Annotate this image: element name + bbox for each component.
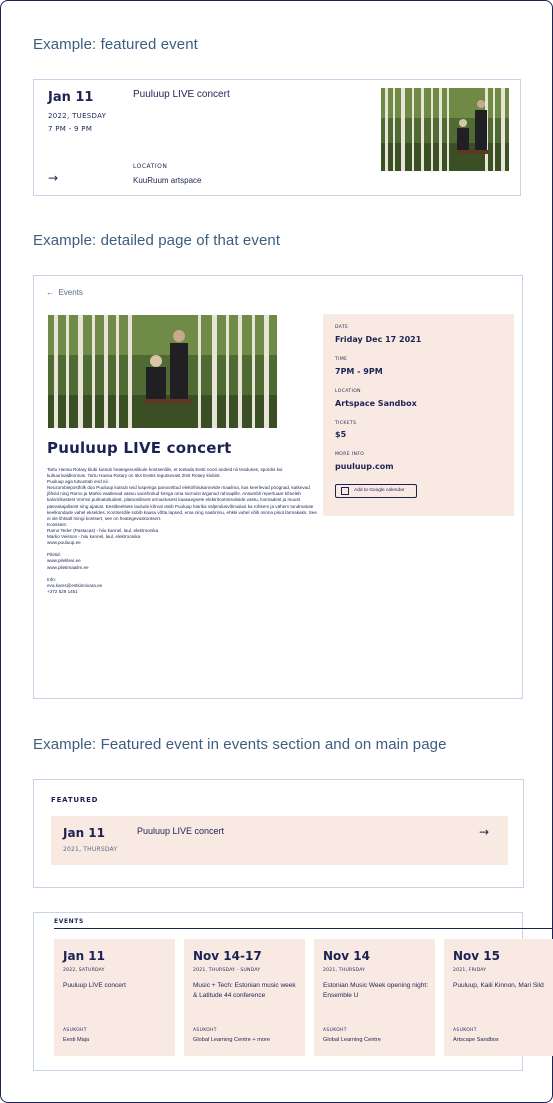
event-location: Artscape Sandbox xyxy=(453,1037,499,1043)
event-card[interactable] xyxy=(184,939,305,1056)
date-value: Friday Dec 17 2021 xyxy=(335,335,422,344)
arrow-right-icon[interactable]: → xyxy=(479,825,490,839)
event-title: Puuluup, Kaili Kinnon, Mari Sild xyxy=(453,982,544,989)
featured-heading: FEATURED xyxy=(51,796,99,804)
section-title-featured-section: Example: Featured event in events section and on main page xyxy=(33,736,447,753)
detail-event-photo xyxy=(48,315,277,428)
event-date: Nov 14 xyxy=(323,949,370,963)
event-title[interactable]: Puuluup LIVE concert xyxy=(133,89,230,100)
event-location: Eesti Maja xyxy=(63,1037,90,1043)
section-title-featured-event: Example: featured event xyxy=(33,36,198,53)
event-date: Jan 11 xyxy=(63,949,105,963)
event-title: Music + Tech: Estonian music week & Latitude 44 conference xyxy=(193,982,296,999)
body-paragraph: Tartu Hansa Rotary klubi kutsub heategevuslikule kontserdile, et toetada Eesti noori andeid nii teaduses, spordis kui kultuurivaldkonnas. Tartu Hansa Rotary on üks Eestis tegutsevast 20st Rotary klubist. xyxy=(47,467,283,479)
events-section xyxy=(33,912,544,1071)
event-location: Global Learning Centre + more xyxy=(193,1037,270,1043)
tickets-label: TICKETS xyxy=(335,421,357,426)
event-year-day: 2022, SATURDAY xyxy=(63,968,105,973)
back-link[interactable] xyxy=(46,288,83,297)
body-paragraph: Marko Veisson - hiiu kannel, laul, elektroonika xyxy=(47,534,141,540)
arrow-right-icon[interactable]: → xyxy=(48,171,59,185)
body-paragraph: Piletid: xyxy=(47,552,61,558)
add-to-calendar-label: Add to Google calendar xyxy=(354,488,405,493)
time-label: TIME xyxy=(335,357,348,362)
event-title: Puuluup LIVE concert xyxy=(137,826,225,836)
body-paragraph: Ramo Teder (Pastacas) - hiiu kannel, laul, elektroonika xyxy=(47,527,159,533)
add-to-calendar-button[interactable] xyxy=(335,484,417,498)
location-label: ASUKOHT xyxy=(323,1028,347,1033)
detail-title: Puuluup LIVE concert xyxy=(47,439,232,457)
events-heading: EVENTS xyxy=(54,918,84,925)
event-location: KuuRuum artspace xyxy=(133,176,202,185)
body-phone: +372 529 1451 xyxy=(47,588,78,594)
featured-section xyxy=(33,779,524,888)
event-year-day: 2021, FRIDAY xyxy=(453,968,487,973)
more-info-link[interactable]: puuluup.com xyxy=(335,462,394,471)
event-date: Nov 14-17 xyxy=(193,949,262,963)
arrow-left-icon: ← xyxy=(46,288,54,297)
location-value: Artspace Sandbox xyxy=(335,399,417,408)
events-divider xyxy=(54,928,553,929)
section-title-detail-page: Example: detailed page of that event xyxy=(33,232,281,249)
more-info-label: MORE INFO xyxy=(335,452,365,457)
featured-event-card[interactable] xyxy=(33,79,521,196)
event-year-day: 2021, THURSDAY xyxy=(63,846,118,853)
body-link[interactable]: www.piletilevi.ee xyxy=(47,558,81,564)
event-date: Jan 11 xyxy=(48,90,94,105)
location-label: ASUKOHT xyxy=(63,1028,87,1033)
location-label: ASUKOHT xyxy=(193,1028,217,1033)
body-paragraph: Neozombiepostfolk duo Puuluup kutsub teid lusperiga panoorittud elektrihiiukannelde maailma, kus keerlevad poognad, katkevad jõhvid ning Ramo ja Marko vaatlevad vaevu vaoshoitud kirega oma surnuist ärganud rahvapille. Ansambli repertuaar kõneleb kaloririkastest Vormsi pulmatoitudest, platoonilisest armastusest kaasaegsete elektritootmisviiside vastu, loomadest ja muust päevakajalisest ning ajatust. Eestikeelsete laulude kõrval otsib Puuluup lüürika väljendusvõimalusi ka rohkem ja vähem tundmatute keelkondade vahel ekseldes. Kontserdile sobib kaasa võtta lapsed, ema ning naabrimu, ehkki vahel võib minna pisut lärmakaks. See ei ole lihtsalt mingi kontsert, see on heategevuskontsert. xyxy=(47,485,317,521)
location-label: LOCATION xyxy=(133,163,168,170)
event-year-day: 2021, THURSDAY - SUNDAY xyxy=(193,968,261,973)
event-date: Jan 11 xyxy=(63,826,105,840)
body-paragraph: Puuluup aga tutvustab end nii: xyxy=(47,479,109,485)
event-card[interactable] xyxy=(54,939,175,1056)
featured-event-row[interactable] xyxy=(51,816,508,865)
event-location: Global Learning Centre xyxy=(323,1037,381,1043)
date-label: DATE xyxy=(335,325,349,330)
body-paragraph: Koosseis: xyxy=(47,521,67,527)
event-time: 7 PM - 9 PM xyxy=(48,125,93,133)
event-year-day: 2021, THURSDAY xyxy=(323,968,366,973)
time-value: 7PM - 9PM xyxy=(335,367,383,376)
body-email-link[interactable]: eva.kams@estkinnivara.ee xyxy=(47,582,103,588)
event-photo xyxy=(381,88,509,171)
calendar-icon xyxy=(341,487,349,495)
body-paragraph: Info: xyxy=(47,576,56,582)
event-title: Estonian Music Week opening night: Ensemble U xyxy=(323,982,429,999)
event-card[interactable] xyxy=(314,939,435,1056)
events-carousel[interactable] xyxy=(34,913,553,1071)
body-link[interactable]: www.piletimaailm.ee xyxy=(47,564,89,570)
tickets-value: $5 xyxy=(335,430,347,439)
event-date: Nov 15 xyxy=(453,949,500,963)
location-label: LOCATION xyxy=(335,389,361,394)
detail-description xyxy=(47,467,317,595)
body-link[interactable]: www.puuluup.ee xyxy=(47,540,81,546)
event-title: Puuluup LIVE concert xyxy=(63,982,126,989)
event-card[interactable] xyxy=(444,939,553,1056)
back-link-label: Events xyxy=(58,288,83,297)
detail-page xyxy=(33,275,523,699)
location-label: ASUKOHT xyxy=(453,1028,477,1033)
event-info-sidebar xyxy=(323,314,514,516)
event-year-day: 2022, TUESDAY xyxy=(48,112,107,120)
